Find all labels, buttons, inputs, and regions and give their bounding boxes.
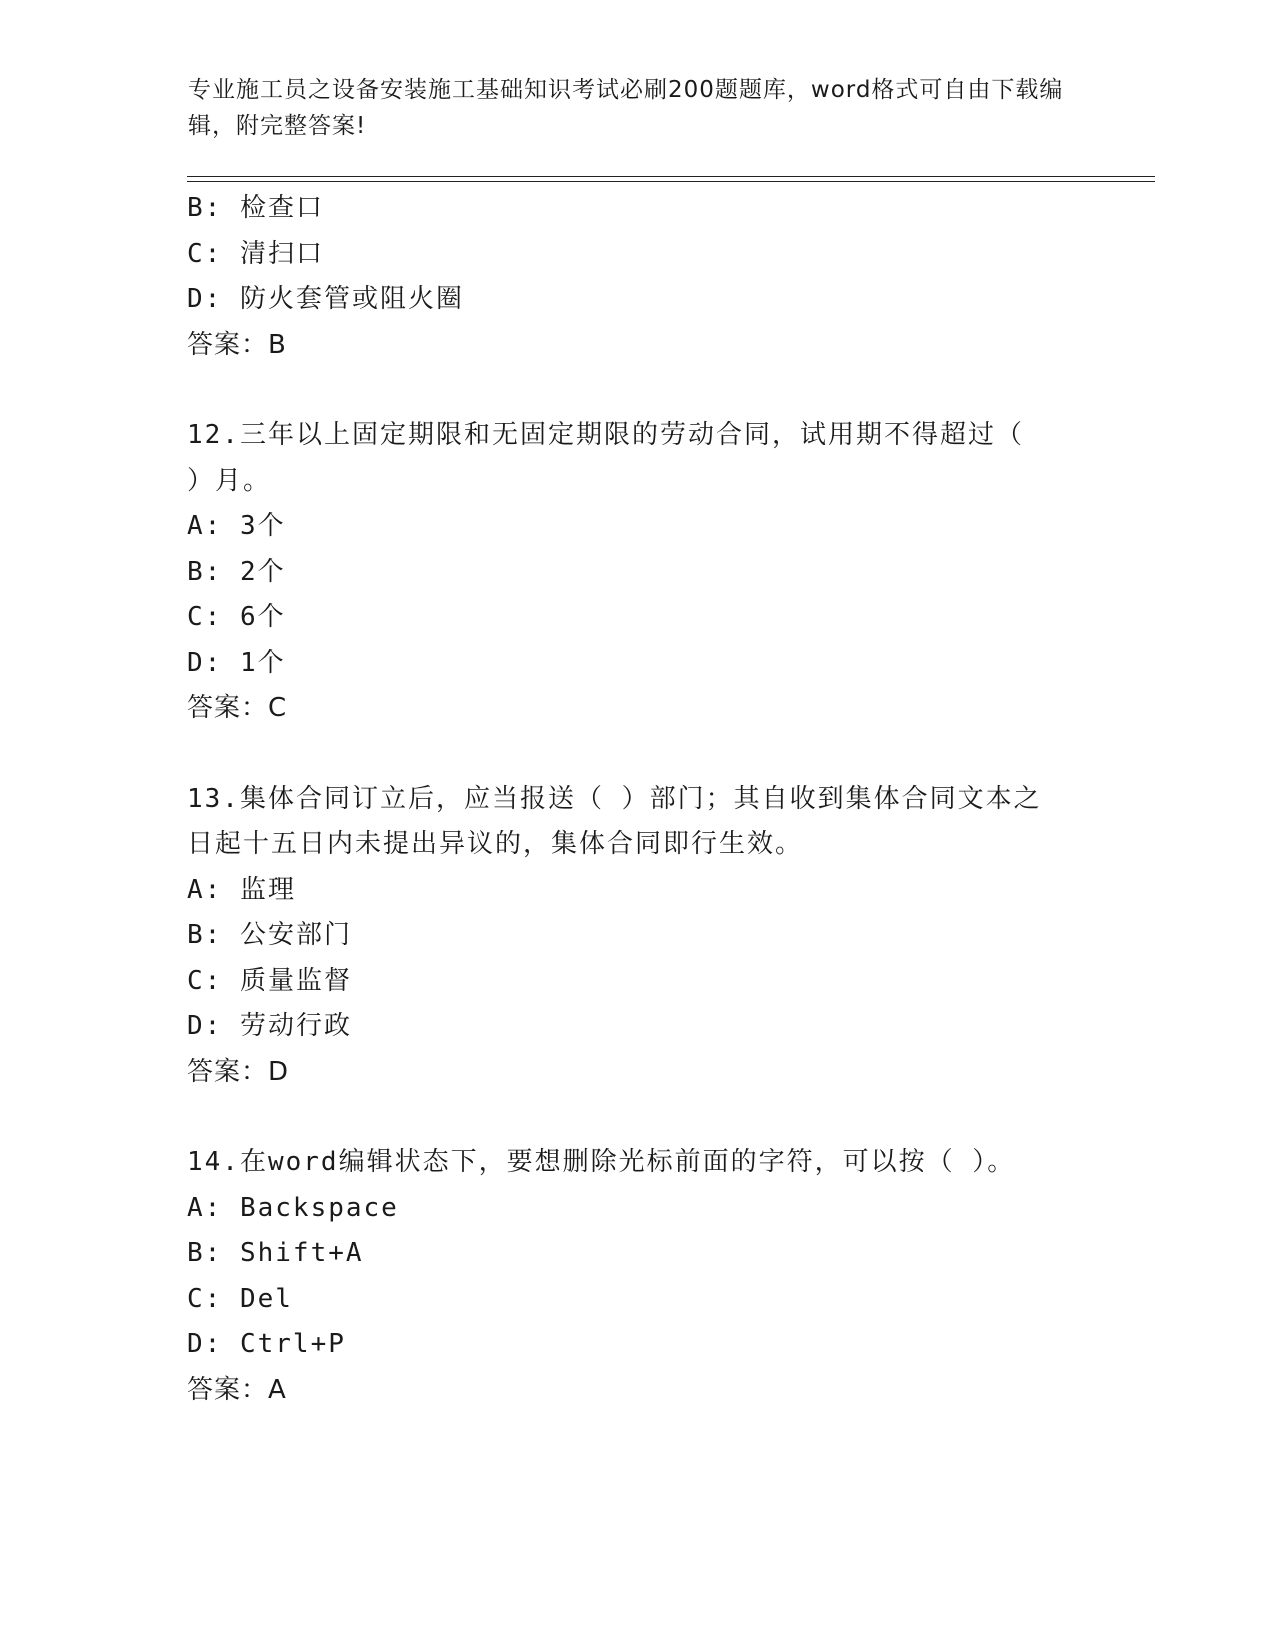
answer-line: 答案：A: [187, 1374, 287, 1405]
question-12: [187, 413, 1087, 732]
option-d: D: 防火套管或阻火圈: [187, 284, 464, 314]
option-a: A: 3个: [187, 511, 286, 541]
document-body: [187, 186, 1087, 1413]
question-13: [187, 777, 1087, 1096]
option-c: C: Del: [187, 1283, 293, 1314]
option-d: D: 1个: [187, 647, 286, 678]
answer-line: 答案：D: [187, 1056, 290, 1087]
question-text: 12.三年以上固定期限和无固定期限的劳动合同，试用期不得超过（ ）月。: [187, 420, 1024, 496]
option-d: D: Ctrl+P: [187, 1329, 346, 1359]
answer-line: 答案：B: [187, 329, 287, 360]
option-b: B: 2个: [187, 556, 286, 587]
option-c: C: 质量监督: [187, 965, 352, 996]
question-text: 13.集体合同订立后，应当报送（ ）部门；其自收到集体合同文本之日起十五日内未提出异议的，集体合同即行生效。: [187, 783, 1042, 859]
option-d: D: 劳动行政: [187, 1011, 352, 1041]
spacer: [187, 1095, 1087, 1140]
document-header-title: 专业施工员之设备安装施工基础知识考试必刷200题题库，word格式可自由下载编辑，附完整答案!: [188, 77, 1064, 139]
option-c: C: 清扫口: [187, 238, 324, 269]
option-a: A: Backspace: [187, 1192, 399, 1223]
option-c: C: 6个: [187, 602, 286, 632]
spacer: [187, 732, 1087, 777]
question-11-continued: [187, 186, 1087, 368]
question-14: [187, 1140, 1087, 1413]
option-b: B: 公安部门: [187, 920, 352, 950]
option-a: A: 监理: [187, 874, 296, 905]
header-rule-top: [187, 176, 1155, 177]
header-rule-bottom: [187, 181, 1155, 182]
answer-line: 答案：C: [187, 693, 288, 723]
question-text: 14.在word编辑状态下，要想删除光标前面的字符，可以按（ ）。: [187, 1147, 1016, 1177]
option-b: B: 检查口: [187, 193, 324, 223]
option-b: B: Shift+A: [187, 1238, 364, 1268]
spacer: [187, 368, 1087, 413]
